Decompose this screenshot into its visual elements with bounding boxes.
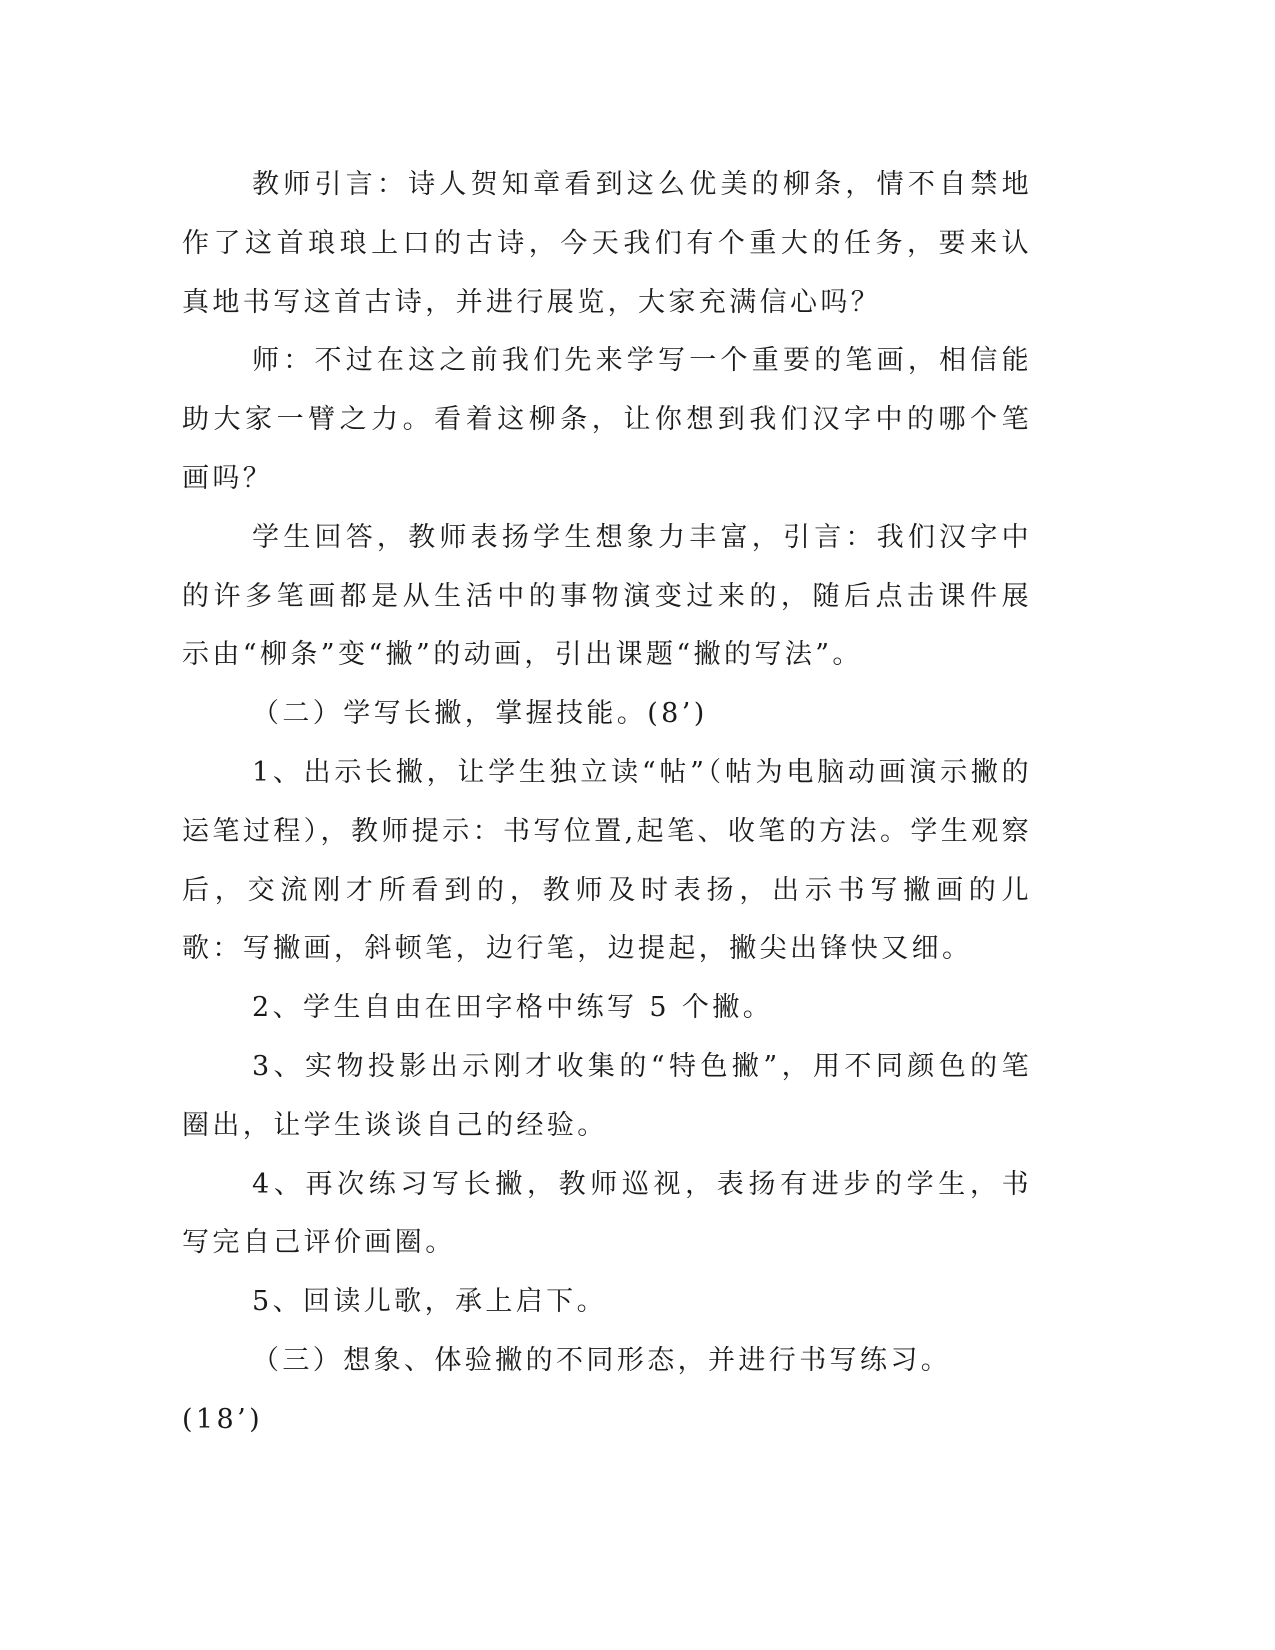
list-item-1: 1、出示长撇，让学生独立读“帖”（帖为电脑动画演示撇的运笔过程），教师提示：书写位置,起笔、收笔的方法。学生观察后，交流刚才所看到的，教师及时表扬，出示书写撇画的儿歌：写撇画，斜顿笔，边行笔，边提起，撇尖出锋快又细。 [182, 756, 1032, 965]
paragraph-teacher-intro: 教师引言：诗人贺知章看到这么优美的柳条，情不自禁地作了这首琅琅上口的古诗，今天我们有个重大的任务，要来认真地书写这首古诗，并进行展览，大家充满信心吗？ [182, 169, 1032, 318]
list-item-5: 5、回读儿歌，承上启下。 [252, 1286, 607, 1318]
paragraph-student-answer: 学生回答，教师表扬学生想象力丰富，引言：我们汉字中的许多笔画都是从生活中的事物演变过来的，随后点击课件展示由“柳条”变“撇”的动画，引出课题“撇的写法”。 [182, 521, 1032, 671]
section-heading-2: （二）学写长撇，掌握技能。(8’) [252, 698, 708, 730]
list-item-4: 4、再次练习写长撇，教师巡视，表扬有进步的学生，书写完自己评价画圈。 [182, 1168, 1032, 1259]
list-item-3: 3、实物投影出示刚才收集的“特色撇”，用不同颜色的笔圈出，让学生谈谈自己的经验。 [182, 1050, 1032, 1141]
paragraph-teacher-stroke: 师：不过在这之前我们先来学写一个重要的笔画，相信能助大家一臂之力。看着这柳条，让你想到我们汉字中的哪个笔画吗？ [182, 345, 1032, 494]
list-item-2: 2、学生自由在田字格中练写 5 个撇。 [252, 992, 774, 1024]
section-heading-3: （三）想象、体验撇的不同形态，并进行书写练习。(18’) [182, 1344, 952, 1435]
document-body [182, 156, 1032, 1450]
